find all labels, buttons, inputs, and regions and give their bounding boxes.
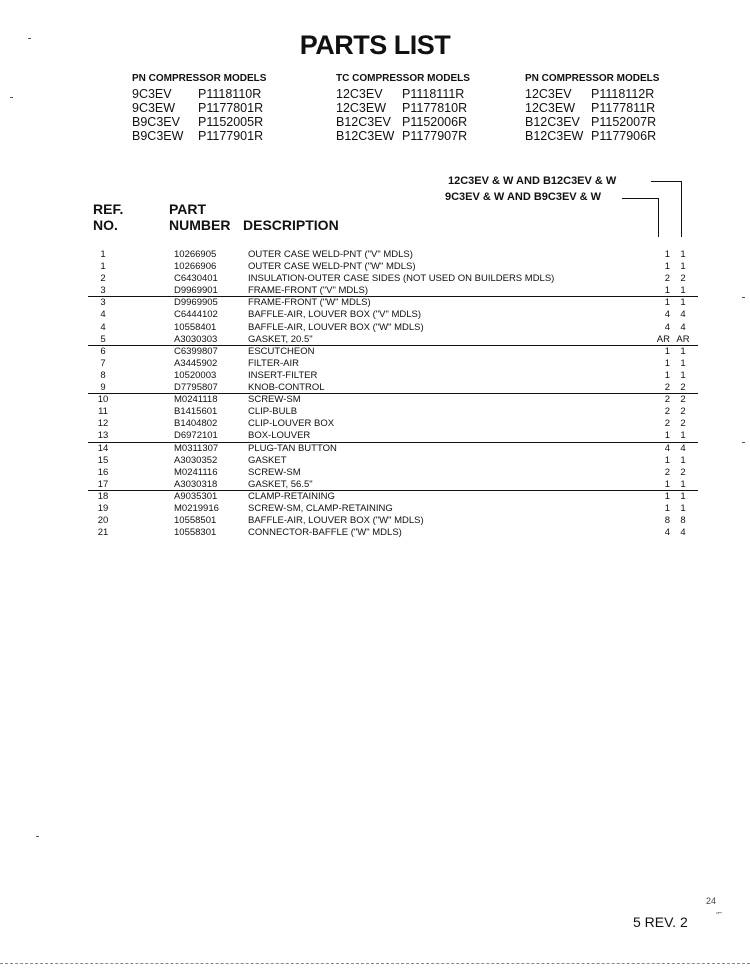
table-row xyxy=(88,261,698,273)
quantity-12c3-cell: AR xyxy=(656,333,670,345)
model-part-number: P1177907R xyxy=(402,129,468,143)
header-description: DESCRIPTION xyxy=(243,217,339,233)
ref-no-cell: 14 xyxy=(97,442,109,454)
model-part-number: P1177811R xyxy=(591,101,656,115)
quantity-9c3-cell: 1 xyxy=(680,261,686,273)
table-row xyxy=(88,370,698,382)
description-cell: SCREW-SM xyxy=(248,394,301,406)
model-row xyxy=(132,101,266,115)
quantity-12c3-cell: 2 xyxy=(664,273,670,285)
quantity-12c3-cell: 1 xyxy=(664,369,670,381)
part-number-cell: 10266906 xyxy=(174,261,217,273)
model-part-number: P1177810R xyxy=(402,101,468,115)
model-row xyxy=(132,87,266,101)
header-part-number: PART xyxy=(169,201,207,217)
quantity-9c3-cell: 4 xyxy=(680,527,686,539)
quantity-9c3-cell: 1 xyxy=(680,285,686,297)
part-number-cell: M0311307 xyxy=(174,442,219,454)
model-row xyxy=(336,87,470,101)
quantity-9c3-cell: 1 xyxy=(680,430,686,442)
quantity-12c3-cell: 2 xyxy=(664,418,670,430)
ref-no-cell: 21 xyxy=(97,527,109,539)
ref-no-cell: 4 xyxy=(100,309,106,321)
part-number-cell: A9035301 xyxy=(174,490,218,502)
description-cell: BAFFLE-AIR, LOUVER BOX ("W" MDLS) xyxy=(248,321,424,333)
quantity-12c3-cell: 1 xyxy=(664,249,670,260)
quantity-12c3-cell: 4 xyxy=(664,309,670,321)
model-part-number: P1177801R xyxy=(198,101,264,115)
model-part-number: P1177906R xyxy=(591,129,657,143)
description-cell: CLIP-LOUVER BOX xyxy=(248,418,335,430)
part-number-cell: A3030318 xyxy=(174,478,218,490)
ref-no-cell: 7 xyxy=(100,357,106,369)
model-code: B12C3EV xyxy=(525,115,580,129)
model-group-heading: PN COMPRESSOR MODELS xyxy=(525,73,660,84)
quantity-12c3-cell: 2 xyxy=(664,394,670,406)
model-row xyxy=(525,129,659,143)
quantity-9c3-cell: 1 xyxy=(680,454,686,466)
model-code: 12C3EW xyxy=(336,101,387,115)
model-row xyxy=(132,115,266,129)
page-title: PARTS LIST xyxy=(299,30,451,60)
model-part-number: P1177901R xyxy=(198,129,264,143)
quantity-9c3-cell: 2 xyxy=(680,406,686,418)
quantity-9c3-cell: 1 xyxy=(680,478,686,490)
ref-no-cell: 19 xyxy=(97,502,109,514)
description-cell: INSULATION-OUTER CASE SIDES (NOT USED ON BUILDERS MDLS) xyxy=(248,273,555,285)
legend-bracket-line xyxy=(651,181,682,182)
parts-table xyxy=(88,249,698,539)
quantity-12c3-cell: 1 xyxy=(664,261,670,273)
table-row xyxy=(88,406,698,418)
quantity-12c3-cell: 1 xyxy=(664,478,670,490)
model-row xyxy=(525,101,659,115)
quantity-column-legend-12c3: 12C3EV & W AND B12C3EV & W xyxy=(448,175,617,187)
quantity-12c3-cell: 1 xyxy=(664,430,670,442)
page-number-revision: 5 REV. 2 xyxy=(633,914,688,930)
quantity-9c3-cell: 2 xyxy=(680,394,686,406)
quantity-12c3-cell: 1 xyxy=(664,454,670,466)
part-number-cell: M0241116 xyxy=(174,466,218,478)
description-cell: BAFFLE-AIR, LOUVER BOX ("V" MDLS) xyxy=(248,309,422,321)
model-group-heading: PN COMPRESSOR MODELS xyxy=(132,73,267,84)
table-row xyxy=(88,297,698,309)
model-group-heading: TC COMPRESSOR MODELS xyxy=(336,73,470,84)
part-number-cell: C6444102 xyxy=(174,309,218,321)
ref-no-cell: 8 xyxy=(100,369,106,381)
model-row xyxy=(132,129,266,143)
model-part-number: P1152006R xyxy=(402,115,468,129)
quantity-12c3-cell: 1 xyxy=(664,297,670,309)
ref-no-cell: 9 xyxy=(100,382,106,394)
ref-no-cell: 18 xyxy=(97,490,109,502)
ref-no-cell: 20 xyxy=(97,515,109,527)
quantity-9c3-cell: 8 xyxy=(680,515,686,527)
table-row xyxy=(88,309,698,321)
description-cell: BOX-LOUVER xyxy=(248,430,311,442)
header-part-number: NUMBER xyxy=(169,217,231,233)
model-group-tc-12c3 xyxy=(336,73,470,143)
table-row xyxy=(88,358,698,370)
description-cell: FRAME-FRONT ("V" MDLS) xyxy=(248,285,369,297)
model-row xyxy=(525,87,659,101)
quantity-9c3-cell: 1 xyxy=(680,249,686,260)
part-number-cell: D9969905 xyxy=(174,297,218,309)
model-part-number: P1118111R xyxy=(402,87,465,101)
quantity-12c3-cell: 2 xyxy=(664,466,670,478)
description-cell: BAFFLE-AIR, LOUVER BOX ("W" MDLS) xyxy=(248,515,424,527)
ref-no-cell: 6 xyxy=(100,345,106,357)
table-row xyxy=(88,503,698,515)
model-code: B12C3EW xyxy=(525,129,584,143)
ref-no-cell: 5 xyxy=(100,333,106,345)
description-cell: CONNECTOR-BAFFLE ("W" MDLS) xyxy=(248,527,402,539)
table-row xyxy=(88,346,698,358)
quantity-9c3-cell: 1 xyxy=(680,357,686,369)
scan-speck xyxy=(742,297,745,298)
part-number-cell: 10558301 xyxy=(174,527,217,539)
scan-speck xyxy=(10,97,13,98)
part-number-cell: 10266905 xyxy=(174,249,217,260)
description-cell: SCREW-SM xyxy=(248,466,301,478)
model-code: 12C3EV xyxy=(525,87,572,101)
header-ref-no: NO. xyxy=(93,217,118,233)
ref-no-cell: 12 xyxy=(97,418,109,430)
description-cell: INSERT-FILTER xyxy=(248,369,318,381)
description-cell: GASKET, 20.5" xyxy=(248,333,313,345)
description-cell: FILTER-AIR xyxy=(248,357,300,369)
table-row xyxy=(88,515,698,527)
description-cell: SCREW-SM, CLAMP-RETAINING xyxy=(248,502,393,514)
table-row xyxy=(88,455,698,467)
quantity-12c3-cell: 1 xyxy=(664,357,670,369)
model-part-number: P1118112R xyxy=(591,87,655,101)
quantity-9c3-cell: 2 xyxy=(680,382,686,394)
quantity-12c3-cell: 1 xyxy=(664,285,670,297)
ref-no-cell: 17 xyxy=(97,478,109,490)
quantity-9c3-cell: 1 xyxy=(680,490,686,502)
table-row xyxy=(88,491,698,503)
ref-no-cell: 1 xyxy=(100,249,106,260)
part-number-cell: B1415601 xyxy=(174,406,218,418)
ref-no-cell: 3 xyxy=(100,297,106,309)
quantity-9c3-cell: 4 xyxy=(680,442,686,454)
quantity-12c3-cell: 2 xyxy=(664,382,670,394)
part-number-cell: C6430401 xyxy=(174,273,218,285)
description-cell: FRAME-FRONT ("W" MDLS) xyxy=(248,297,371,309)
part-number-cell: M0219916 xyxy=(174,502,219,514)
table-row xyxy=(88,273,698,285)
model-code: 9C3EW xyxy=(132,101,176,115)
table-row xyxy=(88,382,698,394)
quantity-9c3-cell: AR xyxy=(676,333,690,345)
model-part-number: P1152005R xyxy=(198,115,264,129)
ref-no-cell: 13 xyxy=(97,430,109,442)
scan-speck xyxy=(36,836,39,837)
quantity-9c3-cell: 1 xyxy=(680,297,686,309)
quantity-9c3-cell: 2 xyxy=(680,418,686,430)
quantity-12c3-cell: 1 xyxy=(664,502,670,514)
ref-no-cell: 2 xyxy=(100,273,106,285)
description-cell: PLUG-TAN BUTTON xyxy=(248,442,337,454)
quantity-12c3-cell: 4 xyxy=(664,321,670,333)
model-code: B12C3EV xyxy=(336,115,391,129)
part-number-cell: D6972101 xyxy=(174,430,218,442)
quantity-12c3-cell: 1 xyxy=(664,490,670,502)
ref-no-cell: 1 xyxy=(100,261,106,273)
ref-no-cell: 15 xyxy=(97,454,109,466)
table-row xyxy=(88,479,698,491)
model-group-pn-12c3 xyxy=(525,73,659,143)
quantity-12c3-cell: 4 xyxy=(664,527,670,539)
legend-bracket-line xyxy=(622,198,659,199)
part-number-cell: A3030352 xyxy=(174,454,218,466)
part-number-cell: C6399807 xyxy=(174,345,218,357)
part-number-cell: 10558501 xyxy=(174,515,217,527)
quantity-9c3-cell: 4 xyxy=(680,309,686,321)
quantity-9c3-cell: 2 xyxy=(680,273,686,285)
scan-edge-rule xyxy=(0,963,750,964)
part-number-cell: A3445902 xyxy=(174,357,218,369)
model-code: B9C3EW xyxy=(132,129,184,143)
part-number-cell: A3030303 xyxy=(174,333,218,345)
model-row xyxy=(336,129,470,143)
description-cell: GASKET, 56.5" xyxy=(248,478,313,490)
quantity-12c3-cell: 1 xyxy=(664,345,670,357)
description-cell: ESCUTCHEON xyxy=(248,345,315,357)
part-number-cell: D9969901 xyxy=(174,285,218,297)
table-row xyxy=(88,467,698,479)
scan-mark: 24 xyxy=(706,896,717,906)
legend-bracket-line xyxy=(658,198,659,237)
description-cell: KNOB-CONTROL xyxy=(248,382,325,394)
legend-bracket-line xyxy=(681,181,682,237)
model-row xyxy=(525,115,659,129)
table-row xyxy=(88,285,698,297)
table-row xyxy=(88,322,698,334)
part-number-cell: 10520003 xyxy=(174,369,217,381)
part-number-cell: B1404802 xyxy=(174,418,218,430)
quantity-9c3-cell: 4 xyxy=(680,321,686,333)
description-cell: CLAMP-RETAINING xyxy=(248,490,335,502)
part-number-cell: M0241118 xyxy=(174,394,218,406)
part-number-cell: 10558401 xyxy=(174,321,217,333)
quantity-column-legend-9c3: 9C3EV & W AND B9C3EV & W xyxy=(445,191,602,203)
quantity-12c3-cell: 8 xyxy=(664,515,670,527)
model-code: 12C3EV xyxy=(336,87,383,101)
description-cell: OUTER CASE WELD-PNT ("V" MDLS) xyxy=(248,249,413,260)
quantity-12c3-cell: 4 xyxy=(664,442,670,454)
table-row xyxy=(88,418,698,430)
description-cell: OUTER CASE WELD-PNT ("W" MDLS) xyxy=(248,261,416,273)
scan-speck xyxy=(742,442,745,443)
quantity-9c3-cell: 1 xyxy=(680,369,686,381)
description-cell: CLIP-BULB xyxy=(248,406,298,418)
table-row xyxy=(88,443,698,455)
ref-no-cell: 4 xyxy=(100,321,106,333)
quantity-9c3-cell: 1 xyxy=(680,345,686,357)
model-part-number: P1118110R xyxy=(198,87,262,101)
table-row xyxy=(88,394,698,406)
ref-no-cell: 16 xyxy=(97,466,109,478)
quantity-9c3-cell: 2 xyxy=(680,466,686,478)
model-row xyxy=(336,101,470,115)
scan-mark: ʼ͡ʼ xyxy=(716,913,720,920)
model-row xyxy=(336,115,470,129)
header-ref-no: REF. xyxy=(93,201,124,217)
part-number-cell: D7795807 xyxy=(174,382,218,394)
table-row xyxy=(88,430,698,442)
table-row xyxy=(88,249,698,261)
description-cell: GASKET xyxy=(248,454,287,466)
quantity-9c3-cell: 1 xyxy=(680,502,686,514)
model-code: 9C3EV xyxy=(132,87,172,101)
model-group-pn-9c3 xyxy=(132,73,266,143)
ref-no-cell: 3 xyxy=(100,285,106,297)
quantity-12c3-cell: 2 xyxy=(664,406,670,418)
ref-no-cell: 11 xyxy=(98,406,108,418)
model-part-number: P1152007R xyxy=(591,115,657,129)
model-code: B12C3EW xyxy=(336,129,395,143)
model-code: B9C3EV xyxy=(132,115,180,129)
scan-speck xyxy=(28,38,31,39)
model-code: 12C3EW xyxy=(525,101,576,115)
table-row xyxy=(88,334,698,346)
ref-no-cell: 10 xyxy=(97,394,109,406)
table-row xyxy=(88,527,698,539)
